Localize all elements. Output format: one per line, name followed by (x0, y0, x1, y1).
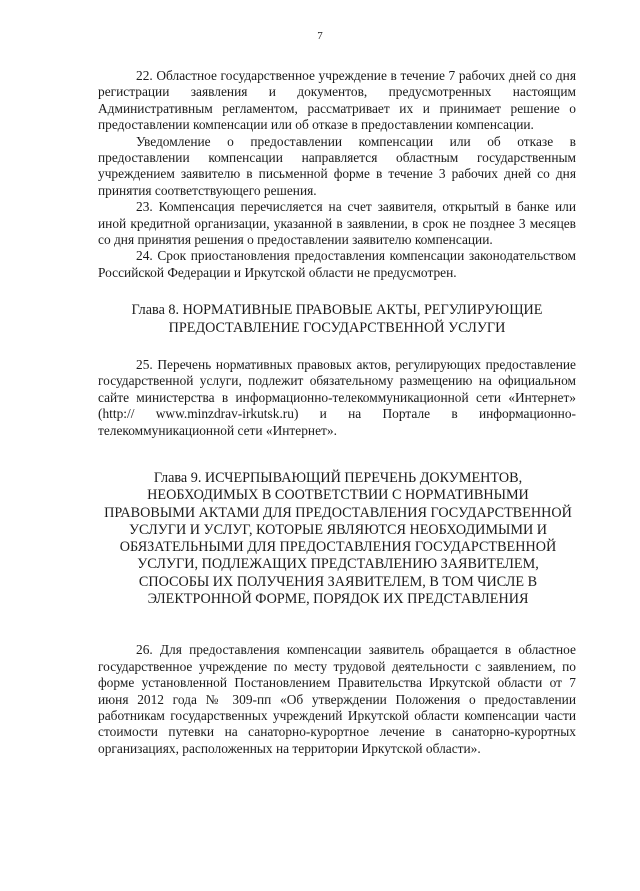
paragraph-23: 23. Компенсация перечисляется на счет заявителя, открытый в банке или иной кредитной организации, указанной в заявлении, в срок не позднее 3 месяцев со дня принятия решения о предоставлении заявителю компенсации. (98, 199, 576, 248)
paragraph-notification: Уведомление о предоставлении компенсации или об отказе в предоставлении компенсации направляется областным государственным учреждением заявителю в письменной форме в течение 3 рабочих дней со дня принятия соответствующего решения. (98, 133, 576, 198)
paragraph-26: 26. Для предоставления компенсации заявитель обращается в областное государственное учреждение по месту трудовой деятельности с заявлением, по форме установленной Постановлением Правительства Иркутской области от 7 июня 2012 года № 309-пп «Об утверждении Положения о предоставлении работникам государственных учреждений Иркутской области компенсации части стоимости путевки на санаторно-курортное лечение в санаторно-курортных организациях, расположенных на территории Иркутской области». (98, 642, 576, 756)
paragraph-25: 25. Перечень нормативных правовых актов, регулирующих предоставление государственной услуги, подлежит обязательному размещению на официальном сайте министерства в информационно-телекоммуникационной сети «Интернет» (http:// www.minzdrav-irkutsk.ru) и на Портале в информационно-телекоммуникационной сети «Интернет». (98, 356, 576, 438)
paragraph-22: 22. Областное государственное учреждение в течение 7 рабочих дней со дня регистрации заявления и документов, предусмотренных настоящим Административным регламентом, рассматривает их и принимает решение о предоставлении компенсации или об отказе в предоставлении компенсации. (98, 68, 576, 133)
page-number: 7 (317, 30, 323, 42)
document-body (98, 68, 576, 757)
chapter-9-heading: Глава 9. ИСЧЕРПЫВАЮЩИЙ ПЕРЕЧЕНЬ ДОКУМЕНТОВ, НЕОБХОДИМЫХ В СООТВЕТСТВИИ С НОРМАТИВНЫМИ ПРАВОВЫМИ АКТАМИ ДЛЯ ПРЕДОСТАВЛЕНИЯ ГОСУДАРСТВЕННОЙ УСЛУГИ И УСЛУГ, КОТОРЫЕ ЯВЛЯЮТСЯ НЕОБХОДИМЫМИ И ОБЯЗАТЕЛЬНЫМИ ДЛЯ ПРЕДОСТАВЛЕНИЯ ГОСУДАРСТВЕННОЙ УСЛУГИ, ПОДЛЕЖАЩИХ ПРЕДСТАВЛЕНИЮ ЗАЯВИТЕЛЕМ, СПОСОБЫ ИХ ПОЛУЧЕНИЯ ЗАЯВИТЕЛЕМ, В ТОМ ЧИСЛЕ В ЭЛЕКТРОННОЙ ФОРМЕ, ПОРЯДОК ИХ ПРЕДСТАВЛЕНИЯ (104, 469, 572, 607)
paragraph-24: 24. Срок приостановления предоставления компенсации законодательством Российской Федерации и Иркутской области не предусмотрен. (98, 248, 576, 280)
chapter-8-heading: Глава 8. НОРМАТИВНЫЕ ПРАВОВЫЕ АКТЫ, РЕГУЛИРУЮЩИЕ ПРЕДОСТАВЛЕНИЕ ГОСУДАРСТВЕННОЙ УСЛУГИ (131, 302, 543, 336)
